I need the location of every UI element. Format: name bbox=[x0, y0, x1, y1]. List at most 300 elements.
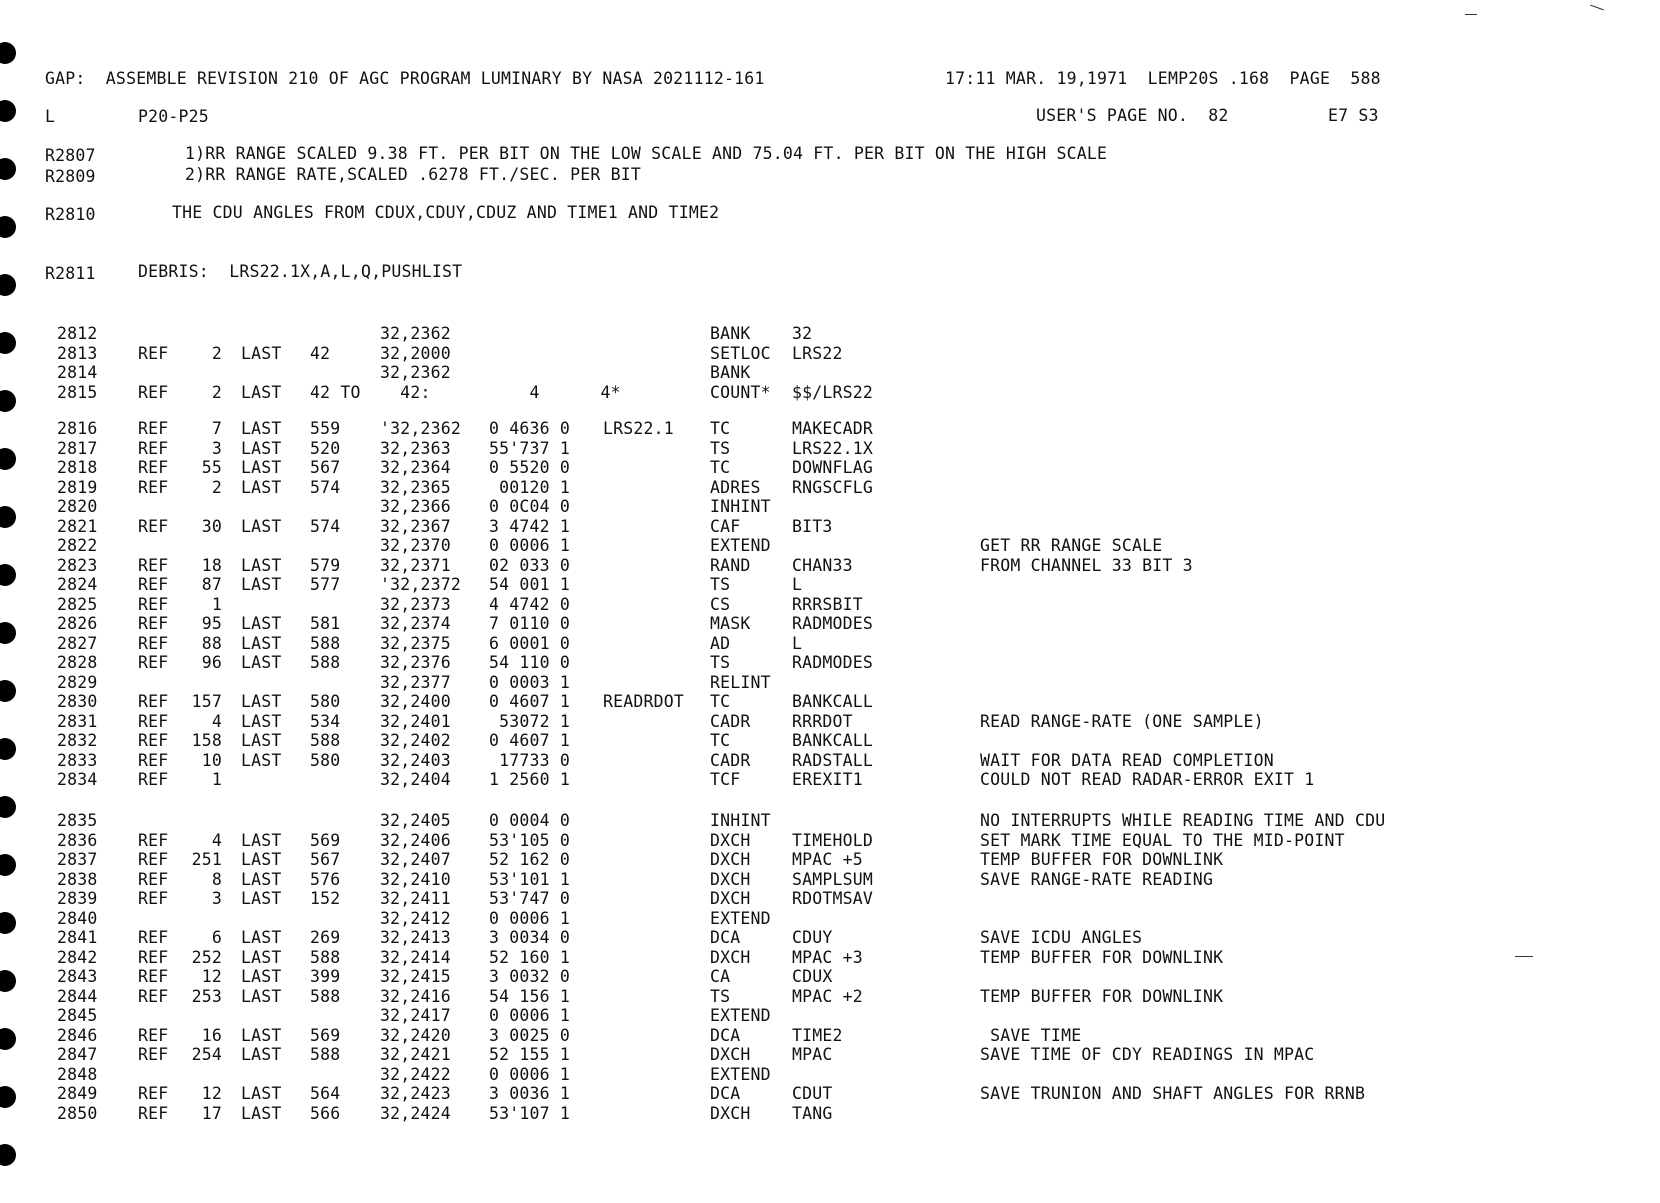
last-page: 534 bbox=[310, 711, 341, 731]
opcode: DXCH bbox=[710, 1045, 751, 1064]
ref-count: 253 bbox=[191, 986, 222, 1006]
ref-label: REF bbox=[138, 633, 169, 653]
last-label: LAST bbox=[241, 614, 282, 633]
line-number: 2843 bbox=[57, 967, 98, 986]
address: 32,2405 bbox=[380, 811, 451, 830]
octal-code: 17733 0 bbox=[489, 750, 571, 770]
last-label: LAST bbox=[241, 633, 282, 653]
opcode: ADRES bbox=[710, 477, 761, 497]
operand: CDUY bbox=[792, 928, 833, 947]
line-number: 2816 bbox=[57, 419, 98, 438]
listing-row bbox=[0, 870, 1660, 889]
opcode: TC bbox=[710, 731, 731, 750]
operand: RADMODES bbox=[792, 614, 874, 633]
line-number: 2822 bbox=[57, 536, 98, 555]
octal-code: 0 0006 1 bbox=[489, 536, 571, 555]
last-page: 152 bbox=[310, 889, 341, 908]
opcode: TC bbox=[710, 419, 731, 438]
ref-count: 4 bbox=[211, 830, 222, 850]
listing-row bbox=[0, 909, 1660, 928]
address: 32,2363 bbox=[380, 438, 451, 458]
ref-count: 251 bbox=[191, 850, 222, 869]
address: 32,2367 bbox=[380, 516, 451, 536]
ref-label: REF bbox=[138, 830, 169, 850]
opcode: EXTEND bbox=[710, 1006, 771, 1025]
ref-count: 7 bbox=[211, 419, 222, 438]
ref-label: REF bbox=[138, 1103, 169, 1123]
ref-label: REF bbox=[138, 750, 169, 770]
line-number: 2818 bbox=[57, 458, 98, 477]
ref-count: 18 bbox=[201, 555, 222, 575]
users-page-number: USER'S PAGE NO. 82 bbox=[1036, 106, 1229, 125]
address: 32,2406 bbox=[380, 830, 451, 850]
last-label: LAST bbox=[241, 1084, 282, 1103]
opcode: EXTEND bbox=[710, 1064, 771, 1084]
last-page: 559 bbox=[310, 419, 341, 438]
operand: BANKCALL bbox=[792, 692, 874, 711]
listing-row bbox=[0, 731, 1660, 750]
comment: SAVE TIME OF CDY READINGS IN MPAC bbox=[980, 1045, 1315, 1064]
octal-code: 02 033 0 bbox=[489, 555, 571, 575]
ref-count: 87 bbox=[201, 575, 222, 594]
line-number: 2828 bbox=[57, 653, 98, 672]
ref-count: 4 bbox=[211, 711, 222, 731]
octal-code: 52 160 1 bbox=[489, 947, 571, 967]
last-page: 577 bbox=[310, 575, 341, 594]
line-number: 2824 bbox=[57, 575, 98, 594]
listing-row bbox=[0, 831, 1660, 850]
last-label: LAST bbox=[241, 889, 282, 908]
address: 32,2404 bbox=[380, 770, 451, 789]
operand: BIT3 bbox=[792, 516, 833, 536]
last-label: LAST bbox=[241, 555, 282, 575]
last-page: 576 bbox=[310, 869, 341, 889]
ref-count: 12 bbox=[201, 1084, 222, 1103]
listing-row bbox=[0, 575, 1660, 594]
last-label: LAST bbox=[241, 850, 282, 869]
operand: RRRSBIT bbox=[792, 594, 863, 614]
address: 32,2413 bbox=[380, 928, 451, 947]
opcode: RAND bbox=[710, 555, 751, 575]
ref-label: REF bbox=[138, 928, 169, 947]
listing-row bbox=[0, 634, 1660, 653]
octal-code: 3 4742 1 bbox=[489, 516, 571, 536]
last-label: LAST bbox=[241, 1025, 282, 1045]
octal-code: 3 0032 0 bbox=[489, 967, 571, 986]
last-page: 567 bbox=[310, 458, 341, 477]
stray-mark bbox=[1590, 5, 1603, 11]
ref-label: REF bbox=[138, 1084, 169, 1103]
opcode: DXCH bbox=[710, 869, 751, 889]
octal-code: 7 0110 0 bbox=[489, 614, 571, 633]
last-label: LAST bbox=[241, 458, 282, 477]
ref-label: REF bbox=[138, 419, 169, 438]
last-page: 588 bbox=[310, 1045, 341, 1064]
ref-count: 3 bbox=[211, 889, 222, 908]
opcode: RELINT bbox=[710, 672, 771, 692]
opcode: CADR bbox=[710, 711, 751, 731]
address: '32,2362 bbox=[380, 419, 462, 438]
ref-count: 1 bbox=[211, 770, 222, 789]
last-page: 574 bbox=[310, 477, 341, 497]
last-label: LAST bbox=[241, 869, 282, 889]
opcode: DXCH bbox=[710, 889, 751, 908]
comment: FROM CHANNEL 33 BIT 3 bbox=[980, 555, 1193, 575]
address: 32,2422 bbox=[380, 1064, 451, 1084]
ref-label: REF bbox=[138, 477, 169, 497]
address: '32,2372 bbox=[380, 575, 462, 594]
octal-code: 53'105 0 bbox=[489, 830, 571, 850]
listing-row bbox=[0, 692, 1660, 711]
line-number: 2842 bbox=[57, 947, 98, 967]
ref-label: REF bbox=[138, 594, 169, 614]
address: 32,2401 bbox=[380, 711, 451, 731]
line-number: 2848 bbox=[57, 1064, 98, 1084]
line-number: 2812 bbox=[57, 324, 98, 343]
last-page: 42 TO bbox=[310, 382, 361, 402]
ref-label: REF bbox=[138, 343, 169, 363]
operand: TANG bbox=[792, 1103, 833, 1123]
note-text: 2)RR RANGE RATE,SCALED .6278 FT./SEC. PER BIT bbox=[185, 165, 642, 184]
line-number: 2837 bbox=[57, 850, 98, 869]
line-number: 2826 bbox=[57, 614, 98, 633]
note-text: THE CDU ANGLES FROM CDUX,CDUY,CDUZ AND TIME1 AND TIME2 bbox=[172, 203, 720, 222]
line-number: 2835 bbox=[57, 811, 98, 830]
last-label: LAST bbox=[241, 731, 282, 750]
ref-count: 30 bbox=[201, 516, 222, 536]
operand: 32 bbox=[792, 324, 813, 343]
last-page: 569 bbox=[310, 1025, 341, 1045]
address: 32,2402 bbox=[380, 731, 451, 750]
address: 32,2364 bbox=[380, 458, 451, 477]
listing-row bbox=[0, 363, 1660, 382]
operand: EREXIT1 bbox=[792, 770, 863, 789]
comment: READ RANGE-RATE (ONE SAMPLE) bbox=[980, 711, 1264, 731]
address: 32,2371 bbox=[380, 555, 451, 575]
ref-label: REF bbox=[138, 458, 169, 477]
listing-row bbox=[0, 419, 1660, 438]
listing-row bbox=[0, 712, 1660, 731]
opcode: TS bbox=[710, 575, 731, 594]
last-page: 567 bbox=[310, 850, 341, 869]
listing-row bbox=[0, 497, 1660, 516]
last-page: 566 bbox=[310, 1103, 341, 1123]
line-number: 2823 bbox=[57, 555, 98, 575]
ref-label: REF bbox=[138, 516, 169, 536]
punch-hole bbox=[0, 216, 16, 238]
ref-count: 55 bbox=[201, 458, 222, 477]
listing-row bbox=[0, 1045, 1660, 1064]
address: 32,2375 bbox=[380, 633, 451, 653]
address: 32,2424 bbox=[380, 1103, 451, 1123]
line-number: 2845 bbox=[57, 1006, 98, 1025]
address: 32,2414 bbox=[380, 947, 451, 967]
address: 32,2403 bbox=[380, 750, 451, 770]
address: 32,2370 bbox=[380, 536, 451, 555]
last-page: 588 bbox=[310, 633, 341, 653]
listing-row bbox=[0, 850, 1660, 869]
operand: RRRDOT bbox=[792, 711, 853, 731]
opcode: BANK bbox=[710, 363, 751, 382]
operand: TIMEHOLD bbox=[792, 830, 874, 850]
comment: NO INTERRUPTS WHILE READING TIME AND CDU bbox=[980, 811, 1386, 830]
line-number: 2849 bbox=[57, 1084, 98, 1103]
line-number: 2832 bbox=[57, 731, 98, 750]
listing-row bbox=[0, 1084, 1660, 1103]
opcode: MASK bbox=[710, 614, 751, 633]
opcode: TS bbox=[710, 438, 731, 458]
listing-row bbox=[0, 324, 1660, 343]
ref-count: 3 bbox=[211, 438, 222, 458]
last-page: 520 bbox=[310, 438, 341, 458]
address: 32,2423 bbox=[380, 1084, 451, 1103]
octal-code: 0 0006 1 bbox=[489, 1006, 571, 1025]
punch-hole bbox=[0, 1144, 16, 1166]
last-label: LAST bbox=[241, 928, 282, 947]
listing-row bbox=[0, 811, 1660, 830]
line-number: 2814 bbox=[57, 363, 98, 382]
last-page: 574 bbox=[310, 516, 341, 536]
last-label: LAST bbox=[241, 830, 282, 850]
line-number: 2850 bbox=[57, 1103, 98, 1123]
listing-row bbox=[0, 889, 1660, 908]
address: 32,2420 bbox=[380, 1025, 451, 1045]
octal-code: 0 0003 1 bbox=[489, 672, 571, 692]
ref-label: REF bbox=[138, 438, 169, 458]
ref-label: REF bbox=[138, 1025, 169, 1045]
listing-row bbox=[0, 770, 1660, 789]
line-number: 2840 bbox=[57, 908, 98, 928]
operand: MPAC +3 bbox=[792, 947, 863, 967]
last-label: LAST bbox=[241, 438, 282, 458]
last-page: 580 bbox=[310, 692, 341, 711]
ref-label: REF bbox=[138, 770, 169, 789]
listing-row bbox=[0, 751, 1660, 770]
operand: MPAC bbox=[792, 1045, 833, 1064]
octal-code: 3 0034 0 bbox=[489, 928, 571, 947]
address: 32,2412 bbox=[380, 908, 451, 928]
last-label: LAST bbox=[241, 419, 282, 438]
line-number: 2829 bbox=[57, 672, 98, 692]
operand: LRS22.1X bbox=[792, 438, 874, 458]
line-number: 2838 bbox=[57, 869, 98, 889]
last-page: 580 bbox=[310, 750, 341, 770]
listing-header-title: GAP: ASSEMBLE REVISION 210 OF AGC PROGRAM LUMINARY BY NASA 2021112-161 bbox=[45, 69, 765, 88]
comment: SAVE TIME bbox=[980, 1025, 1082, 1045]
line-number: 2833 bbox=[57, 750, 98, 770]
address: 32,2373 bbox=[380, 594, 451, 614]
octal-code: 0 0C04 0 bbox=[489, 497, 571, 516]
octal-code: 6 0001 0 bbox=[489, 633, 571, 653]
last-label: LAST bbox=[241, 986, 282, 1006]
ref-label: REF bbox=[138, 869, 169, 889]
octal-code: 53'101 1 bbox=[489, 869, 571, 889]
listing-row bbox=[0, 948, 1660, 967]
listing-row bbox=[0, 928, 1660, 947]
address: 32,2366 bbox=[380, 497, 451, 516]
line-number: 2820 bbox=[57, 497, 98, 516]
opcode: DXCH bbox=[710, 947, 751, 967]
last-page: 569 bbox=[310, 830, 341, 850]
address: 32,2376 bbox=[380, 653, 451, 672]
line-number: 2817 bbox=[57, 438, 98, 458]
ref-label: REF bbox=[138, 986, 169, 1006]
note-text: DEBRIS: LRS22.1X,A,L,Q,PUSHLIST bbox=[138, 262, 463, 281]
opcode: TS bbox=[710, 653, 731, 672]
comment: TEMP BUFFER FOR DOWNLINK bbox=[980, 850, 1224, 869]
page-code: E7 S3 bbox=[1328, 106, 1379, 125]
ref-count: 158 bbox=[191, 731, 222, 750]
octal-code: 1 2560 1 bbox=[489, 770, 571, 789]
comment: SAVE ICDU ANGLES bbox=[980, 928, 1143, 947]
comment: COULD NOT READ RADAR-ERROR EXIT 1 bbox=[980, 770, 1315, 789]
note-number: R2809 bbox=[45, 167, 96, 186]
last-page: 42 bbox=[310, 343, 331, 363]
operand: BANKCALL bbox=[792, 731, 874, 750]
ref-count: 95 bbox=[201, 614, 222, 633]
operand: RDOTMSAV bbox=[792, 889, 874, 908]
subheader-l: L bbox=[45, 107, 56, 126]
ref-count: 8 bbox=[211, 869, 222, 889]
last-label: LAST bbox=[241, 967, 282, 986]
ref-label: REF bbox=[138, 614, 169, 633]
address: 32,2407 bbox=[380, 850, 451, 869]
last-label: LAST bbox=[241, 653, 282, 672]
opcode: SETLOC bbox=[710, 343, 771, 363]
listing-row bbox=[0, 556, 1660, 575]
listing-row bbox=[0, 967, 1660, 986]
opcode: DXCH bbox=[710, 850, 751, 869]
address: 32,2411 bbox=[380, 889, 451, 908]
octal-code: 0 0004 0 bbox=[489, 811, 571, 830]
octal-code: 53'107 1 bbox=[489, 1103, 571, 1123]
opcode: COUNT* bbox=[710, 382, 771, 402]
punch-hole bbox=[0, 100, 16, 122]
listing-row bbox=[0, 987, 1660, 1006]
address: 32,2377 bbox=[380, 672, 451, 692]
octal-code: 0 4636 0 bbox=[489, 419, 571, 438]
octal-code: 3 0025 0 bbox=[489, 1025, 571, 1045]
opcode: DXCH bbox=[710, 830, 751, 850]
listing-row bbox=[0, 383, 1660, 402]
address: 32,2421 bbox=[380, 1045, 451, 1064]
opcode: TC bbox=[710, 458, 731, 477]
ref-label: REF bbox=[138, 575, 169, 594]
address: 32,2415 bbox=[380, 967, 451, 986]
address: 32,2365 bbox=[380, 477, 451, 497]
octal-code: 0 4607 1 bbox=[489, 731, 571, 750]
symbol-label: LRS22.1 bbox=[603, 419, 674, 438]
last-label: LAST bbox=[241, 1045, 282, 1064]
ref-count: 96 bbox=[201, 653, 222, 672]
operand: L bbox=[792, 575, 803, 594]
last-page: 588 bbox=[310, 653, 341, 672]
octal-code: 3 0036 1 bbox=[489, 1084, 571, 1103]
opcode: AD bbox=[710, 633, 731, 653]
address: 32,2362 bbox=[380, 363, 451, 382]
punch-hole bbox=[0, 42, 16, 64]
line-number: 2813 bbox=[57, 343, 98, 363]
address: 42: bbox=[380, 382, 431, 402]
opcode: TCF bbox=[710, 770, 741, 789]
operand: SAMPLSUM bbox=[792, 869, 874, 889]
ref-label: REF bbox=[138, 850, 169, 869]
line-number: 2834 bbox=[57, 770, 98, 789]
opcode: EXTEND bbox=[710, 536, 771, 555]
octal-code: 0 0006 1 bbox=[489, 1064, 571, 1084]
octal-code: 0 0006 1 bbox=[489, 908, 571, 928]
last-label: LAST bbox=[241, 692, 282, 711]
operand: TIME2 bbox=[792, 1025, 843, 1045]
ref-count: 2 bbox=[211, 477, 222, 497]
address: 32,2417 bbox=[380, 1006, 451, 1025]
octal-code: 4 4742 0 bbox=[489, 594, 571, 614]
section-name: P20-P25 bbox=[138, 107, 209, 126]
line-number: 2847 bbox=[57, 1045, 98, 1064]
comment: SAVE TRUNION AND SHAFT ANGLES FOR RRNB bbox=[980, 1084, 1366, 1103]
ref-label: REF bbox=[138, 889, 169, 908]
address: 32,2000 bbox=[380, 343, 451, 363]
address: 32,2416 bbox=[380, 986, 451, 1006]
ref-count: 252 bbox=[191, 947, 222, 967]
listing-row bbox=[0, 1065, 1660, 1084]
last-page: 588 bbox=[310, 731, 341, 750]
last-label: LAST bbox=[241, 711, 282, 731]
octal-code: 0 4607 1 bbox=[489, 692, 571, 711]
listing-row bbox=[0, 344, 1660, 363]
opcode: CA bbox=[710, 967, 731, 986]
ref-label: REF bbox=[138, 1045, 169, 1064]
octal-code: 54 110 0 bbox=[489, 653, 571, 672]
ref-count: 157 bbox=[191, 692, 222, 711]
address: 32,2374 bbox=[380, 614, 451, 633]
punch-hole bbox=[0, 158, 16, 180]
ref-count: 6 bbox=[211, 928, 222, 947]
line-number: 2819 bbox=[57, 477, 98, 497]
last-page: 588 bbox=[310, 986, 341, 1006]
listing-row bbox=[0, 517, 1660, 536]
opcode: CAF bbox=[710, 516, 741, 536]
ref-count: 2 bbox=[211, 343, 222, 363]
octal-code: 0 5520 0 bbox=[489, 458, 571, 477]
line-number: 2821 bbox=[57, 516, 98, 536]
comment: TEMP BUFFER FOR DOWNLINK bbox=[980, 986, 1224, 1006]
operand: MAKECADR bbox=[792, 419, 874, 438]
note-number: R2810 bbox=[45, 205, 96, 224]
opcode: DCA bbox=[710, 928, 741, 947]
ref-label: REF bbox=[138, 692, 169, 711]
octal-code: 00120 1 bbox=[489, 477, 571, 497]
opcode: DCA bbox=[710, 1084, 741, 1103]
octal-code: 53'747 0 bbox=[489, 889, 571, 908]
address: 32,2400 bbox=[380, 692, 451, 711]
listing-row bbox=[0, 1006, 1660, 1025]
opcode: CS bbox=[710, 594, 731, 614]
comment: SAVE RANGE-RATE READING bbox=[980, 869, 1214, 889]
ref-count: 16 bbox=[201, 1025, 222, 1045]
last-label: LAST bbox=[241, 750, 282, 770]
comment: WAIT FOR DATA READ COMPLETION bbox=[980, 750, 1274, 770]
octal-code: 54 001 1 bbox=[489, 575, 571, 594]
last-page: 399 bbox=[310, 967, 341, 986]
punch-hole bbox=[0, 274, 16, 296]
listing-row bbox=[0, 439, 1660, 458]
ref-label: REF bbox=[138, 967, 169, 986]
ref-count: 12 bbox=[201, 967, 222, 986]
last-page: 269 bbox=[310, 928, 341, 947]
opcode: BANK bbox=[710, 324, 751, 343]
listing-row bbox=[0, 653, 1660, 672]
